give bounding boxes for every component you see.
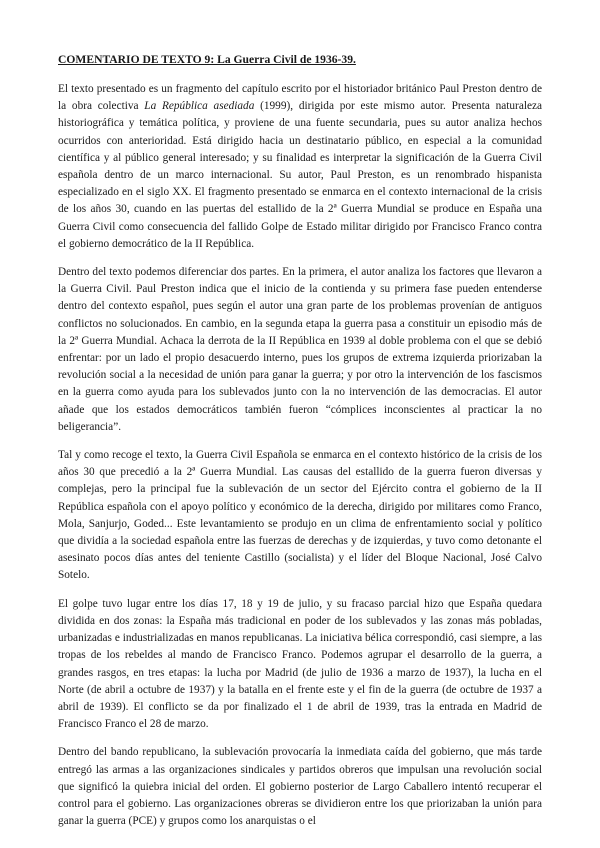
paragraph-3: Tal y como recoge el texto, la Guerra Civil Española se enmarca en el contexto histórico de la crisis de los años 30 que precedió a la 2ª Guerra Mundial. Las causas del estallido de la guerra fueron diversas y complejas, pero la principal fue la sublevación de un sector del Ejército contra el gobierno de la II República española con el apoyo político y económico de la derecha, dirigido por militares como Franco, Mola, Sanjurjo, Goded... Este levantamiento se produjo en un clima de enfrentamiento social y político que dividía a la sociedad española entre las fuerzas de derechas y de izquierdas, y tuvo como detonante el asesinato pocos días antes del teniente Castillo (socialista) y el líder del Bloque Nacional, José Calvo Sotelo. bbox=[58, 449, 542, 582]
paragraph-2: Dentro del texto podemos diferenciar dos partes. En la primera, el autor analiza los factores que llevaron a la Guerra Civil. Paul Preston indica que el inicio de la contienda y su primera fase pueden entenderse dentro del contexto español, pues según el autor una gran parte de los problemas provenían de antiguos conflictos no solucionados. En cambio, en la segunda etapa la guerra pasa a constituir un episodio más de la 2ª Guerra Mundial. Achaca la derrota de la II República en 1939 al doble problema con el que se debió enfrentar: por un lado el propio desacuerdo interno, pues los grupos de extrema izquierda priorizaban la revolución social a la necesidad de unión para ganar la guerra; y por otro la intervención de los fascismos en la guerra como ayuda para los sublevados junto con la no intervención de las democracias. El autor añade que los estados democráticos también fueron “cómplices inconscientes al practicar la no beligerancia”. bbox=[58, 266, 542, 433]
paragraph-4: El golpe tuvo lugar entre los días 17, 18 y 19 de julio, y su fracaso parcial hizo que España quedara dividida en dos zonas: la España más tradicional en poder de los sublevados y las zonas más pobladas, urbanizadas e industrializadas en manos republicanas. La iniciativa bélica correspondió, casi siempre, a las tropas de los rebeldes al mando de Francisco Franco. Podemos agrupar el desarrollo de la guerra, a grandes rasgos, en tres etapas: la lucha por Madrid (de julio de 1936 a marzo de 1937), la lucha en el Norte (de abril a octubre de 1937) y la batalla en el frente este y el fin de la guerra (de octubre de 1937 a abril de 1939). El conflicto se da por finalizado el 1 de abril de 1939, tras la entrada en Madrid de Francisco Franco el 28 de marzo. bbox=[58, 597, 542, 731]
book-title-italic: La República asediada bbox=[144, 100, 255, 113]
document-title: COMENTARIO DE TEXTO 9: La Guerra Civil de 1936-39. bbox=[58, 53, 356, 66]
paragraph-5: Dentro del bando republicano, la sublevación provocaría la inmediata caída del gobierno, que más tarde entregó las armas a las organizaciones sindicales y partidos obreros que impulsan una revolución social que significó la quiebra inicial del orden. El gobierno posterior de Largo Caballero intentó recuperar el control para el gobierno. Las organizaciones obreras se dividieron entre los que priorizaban la unión para ganar la guerra (PCE) y grupos como los anarquistas o el bbox=[58, 746, 542, 828]
paragraph-1-text-b: (1999), dirigida por este mismo autor. Presenta naturaleza historiográfica y temática política, y proviene de una fuente secundaria, pues su autor analiza hechos ocurridos con anterioridad. Está dirigido hacia un destinatario público, en especial a la comunidad científica y al público general interesado; y su finalidad es interpretar la significación de la Guerra Civil española dentro de un marco internacional. Su autor, Paul Preston, es un renombrado hispanista especializado en el siglo XX. El fragmento presentado se enmarca en el contexto internacional de la crisis de los años 30, cuando en las puertas del estallido de la 2ª Guerra Mundial se produce en España una Guerra Civil como consecuencia del fallido Golpe de Estado militar dirigido por Francisco Franco contra el gobierno democrático de la II República. bbox=[58, 100, 543, 250]
paragraph-1-text-a: El texto presentado es un fragmento del capítulo escrito por el historiador británico Paul Preston dentro de la obra colectiva bbox=[58, 83, 542, 113]
paragraph-1 bbox=[58, 81, 542, 253]
